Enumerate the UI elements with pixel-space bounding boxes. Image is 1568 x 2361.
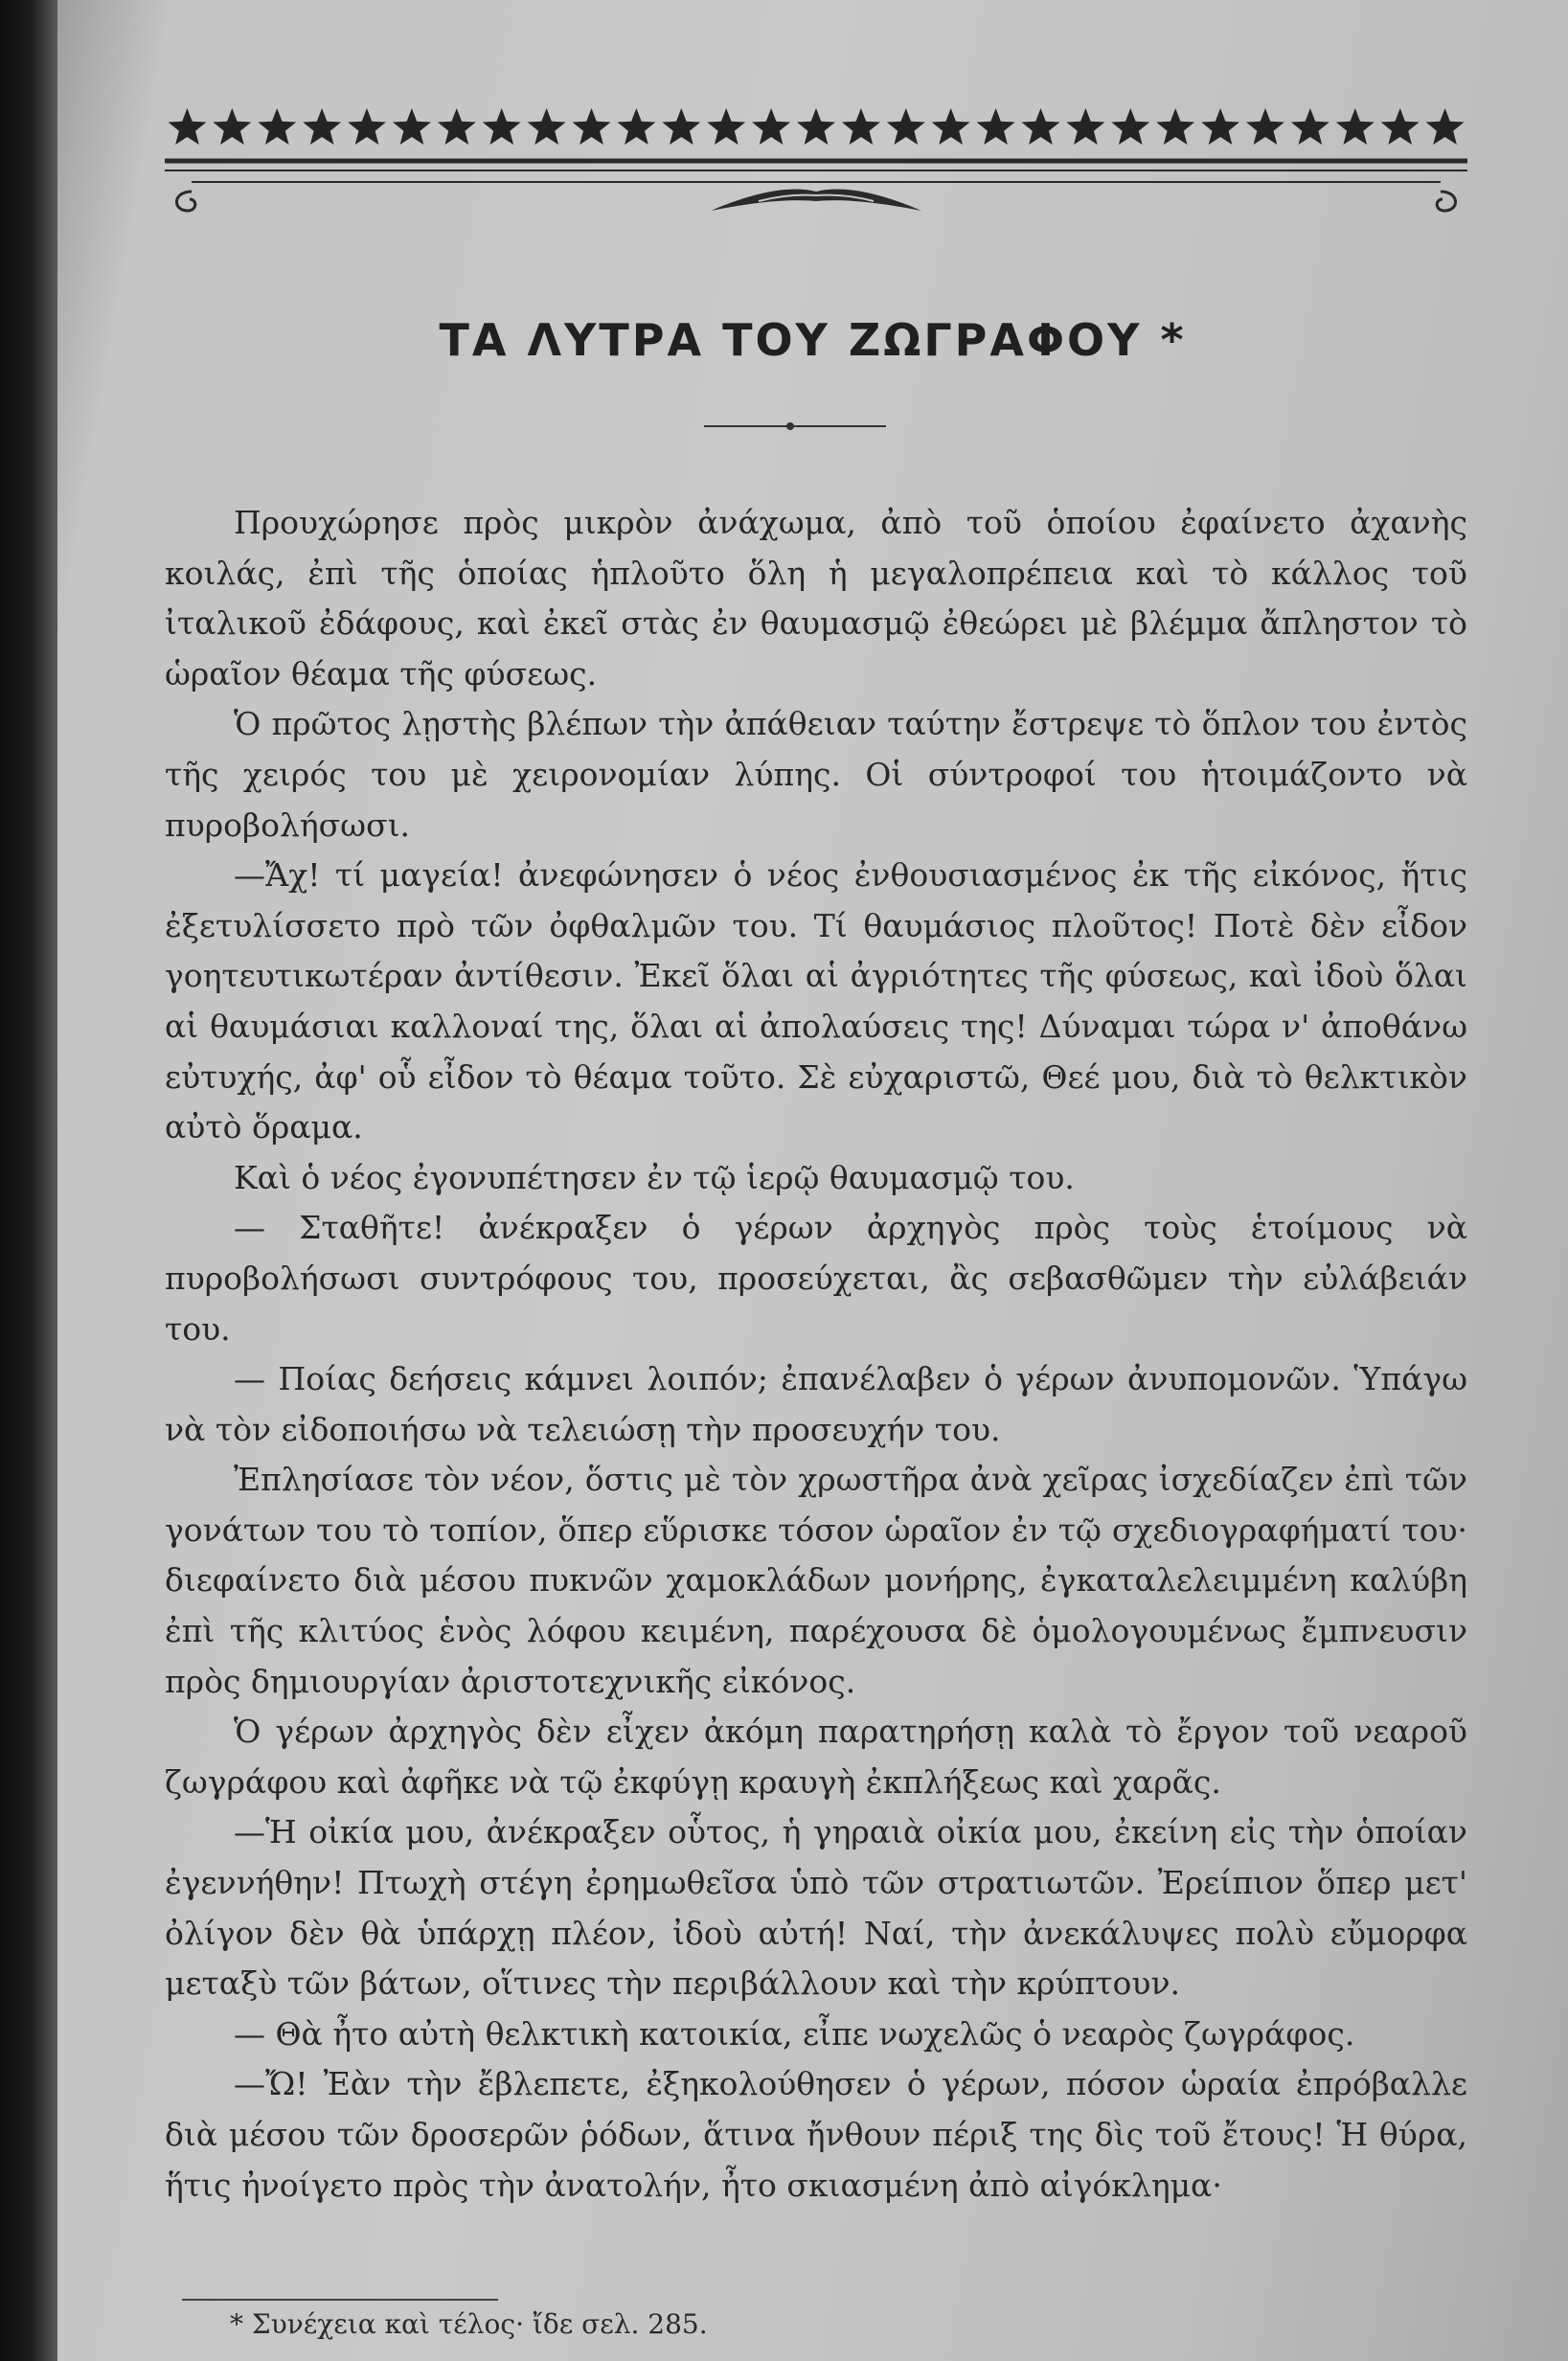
ornament-star — [1066, 108, 1104, 145]
paragraph: — Σταθῆτε! ἀνέκραξεν ὁ γέρων ἀρχηγὸς πρὸς τοὺς ἑτοίμους νὰ πυροβολήσωσι συντρόφους του, προσεύχεται, ἂς σεβασθῶμεν τὴν εὐλάβειάν του. — [165, 1209, 1467, 1348]
paragraph: —Ἡ οἰκία μου, ἀνέκραξεν οὗτος, ἡ γηραιὰ οἰκία μου, ἐκείνη εἰς τὴν ὁποίαν ἐγεννήθην! Πτωχὴ στέγη ἐρημωθεῖσα ὑπὸ τῶν στρατιωτῶν. Ἐρείπιον ὅπερ μετ' ὀλίγον δὲν θὰ ὑπάρχῃ πλέον, ἰδοὺ αὐτή! Ναί, τὴν ἀνεκάλυψες πολὺ εὔμορφα μεταξὺ τῶν βάτων, οἵτινες τὴν περιβάλλουν καὶ τὴν κρύπτουν. — [165, 1813, 1467, 2003]
ornament-star — [887, 108, 925, 145]
ornament-star — [1111, 108, 1149, 145]
ornament-star — [1246, 108, 1284, 145]
ornament-star — [1156, 108, 1194, 145]
footnote-divider — [182, 2299, 498, 2301]
header-ornament — [165, 103, 1467, 238]
ornament-star — [528, 108, 566, 145]
paragraph: Καὶ ὁ νέος ἐγονυπέτησεν ἐν τῷ ἱερῷ θαυμασμῷ του. — [234, 1158, 1075, 1196]
ornament-star — [752, 108, 790, 145]
ornament-star — [438, 108, 476, 145]
ornament-star — [573, 108, 611, 145]
ornament-star — [1336, 108, 1375, 145]
paragraph: — Ποίας δεήσεις κάμνει λοιπόν; ἐπανέλαβεν ὁ γέρων ἀνυπομονῶν. Ὑπάγω νὰ τὸν εἰδοποιήσω νὰ τελειώσῃ τὴν προσευχήν του. — [165, 1360, 1467, 1448]
ornament-star — [169, 108, 207, 145]
ornament-star — [213, 108, 251, 145]
paragraph: Ὁ γέρων ἀρχηγὸς δὲν εἶχεν ἀκόμη παρατηρήσῃ καλὰ τὸ ἔργον τοῦ νεαροῦ ζωγράφου καὶ ἀφῆκε νὰ τῷ ἐκφύγῃ κραυγὴ ἐκπλήξεως καὶ χαρᾶς. — [165, 1713, 1467, 1801]
ornament-star — [707, 108, 745, 145]
story-title: ΤΑ ΛΥΤΡΑ ΤΟΥ ΖΩΓΡΑΦΟΥ * — [439, 314, 1187, 366]
story-body — [165, 498, 1467, 2211]
paragraph: —Ἄχ! τί μαγεία! ἀνεφώνησεν ὁ νέος ἐνθουσιασμένος ἐκ τῆς εἰκόνος, ἥτις ἐξετυλίσσετο πρὸ τῶν ὀφθαλμῶν του. Τί θαυμάσιος πλοῦτος! Ποτὲ δὲν εἶδον γοητευτικωτέραν ἀντίθεσιν. Ἐκεῖ ὅλαι αἱ ἀγριότητες τῆς φύσεως, καὶ ἰδοὺ ὅλαι αἱ θαυμάσιαι καλλοναί της, ὅλαι αἱ ἀπολαύσεις της! Δύναμαι τώρα ν' ἀποθάνω εὐτυχής, ἀφ' οὗ εἶδον τὸ θέαμα τοῦτο. Σὲ εὐχαριστῶ, Θεέ μου, διὰ τὸ θελκτικὸν αὐτὸ ὅραμα. — [165, 856, 1467, 1146]
ornament-star — [1022, 108, 1060, 145]
ornament-star — [842, 108, 880, 145]
ornament-star — [617, 108, 655, 145]
ornament-star — [662, 108, 700, 145]
paragraph: Ἐπλησίασε τὸν νέον, ὅστις μὲ τὸν χρωστῆρα ἀνὰ χεῖρας ἰσχεδίαζεν ἐπὶ τῶν γονάτων του τὸ τοπίον, ὅπερ εὕρισκε τόσον ὡραῖον ἐν τῷ σχεδιογραφήματί του· διεφαίνετο διὰ μέσου πυκνῶν χαμοκλάδων μονήρης, ἐγκαταλελειμμένη καλύβη ἐπὶ τῆς κλιτύος ἑνὸς λόφου κειμένη, παρέχουσα δὲ ὁμολογουμένως ἔμπνευσιν πρὸς δημιουργίαν ἀριστοτεχνικῆς εἰκόνος. — [165, 1461, 1467, 1700]
ornament-star — [348, 108, 386, 145]
ornament-star — [1426, 108, 1465, 145]
ornament-star — [1291, 108, 1329, 145]
ornament-star — [977, 108, 1015, 145]
paragraph: Ὁ πρῶτος λῃστὴς βλέπων τὴν ἀπάθειαν ταύτην ἔστρεψε τὸ ὅπλον του ἐντὸς τῆς χειρός του μὲ χειρονομίαν λύπης. Οἱ σύντροφοί του ἡτοιμάζοντο νὰ πυροβολήσωσι. — [165, 705, 1467, 844]
paragraph: Προυχώρησε πρὸς μικρὸν ἀνάχωμα, ἀπὸ τοῦ ὁποίου ἐφαίνετο ἀχανὴς κοιλάς, ἐπὶ τῆς ὁποίας ἡπλοῦτο ὅλη ἡ μεγαλοπρέπεια καὶ τὸ κάλλος τοῦ ἰταλικοῦ ἐδάφους, καὶ ἐκεῖ στὰς ἐν θαυμασμῷ ἐθεώρει μὲ βλέμμα ἄπληστον τὸ ὡραῖον θέαμα τῆς φύσεως. — [165, 504, 1467, 692]
ornament-star — [932, 108, 970, 145]
ornament-star — [303, 108, 341, 145]
paragraph: — Θὰ ἦτο αὐτὴ θελκτικὴ κατοικία, εἶπε νωχελῶς ὁ νεαρὸς ζωγράφος. — [234, 2014, 1355, 2053]
paragraph: —Ὤ! Ἐὰν τὴν ἔβλεπετε, ἐξηκολούθησεν ὁ γέρων, πόσον ὡραία ἐπρόβαλλε διὰ μέσου τῶν δροσερῶν ῥόδων, ἅτινα ἤνθουν πέριξ της δὶς τοῦ ἔτους! Ἡ θύρα, ἥτις ἠνοίγετο πρὸς τὴν ἀνατολήν, ἦτο σκιασμένη ἀπὸ αἰγόκλημα· — [165, 2065, 1467, 2204]
book-binding-edge — [0, 0, 57, 2361]
book-page — [57, 0, 1568, 2361]
ornament-star — [393, 108, 431, 145]
title-divider — [704, 425, 886, 427]
star-row — [169, 108, 1465, 145]
ornament-star — [1201, 108, 1239, 145]
ornament-star — [483, 108, 521, 145]
ornament-star — [797, 108, 835, 145]
ornament-star — [258, 108, 296, 145]
ornament-star — [1381, 108, 1420, 145]
footnote: * Συνέχεια καὶ τέλος· ἴδε σελ. 285. — [230, 2308, 708, 2340]
